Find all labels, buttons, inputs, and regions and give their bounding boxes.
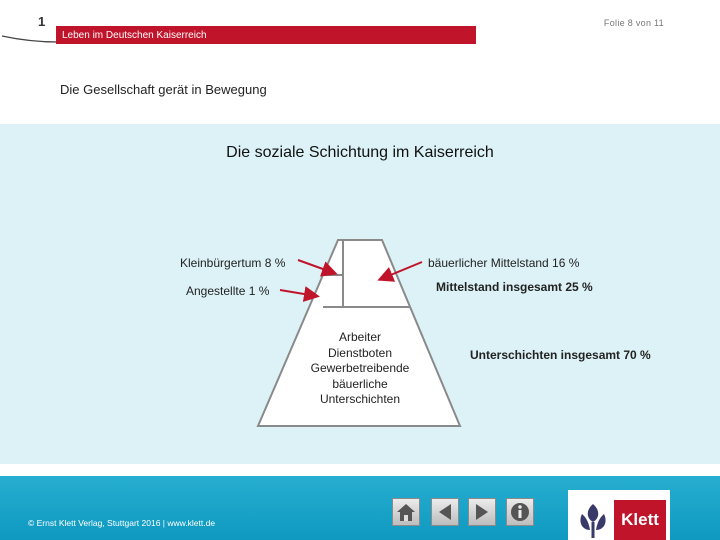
info-button[interactable] <box>506 498 534 526</box>
info-icon <box>507 499 533 525</box>
previous-icon <box>432 499 458 525</box>
label-angestellte: Angestellte 1 % <box>186 284 270 298</box>
klett-tree-icon <box>574 500 612 540</box>
slide-number: 1 <box>38 14 46 29</box>
lower-stratum: Gewerbetreibende <box>310 361 410 375</box>
previous-button[interactable] <box>431 498 459 526</box>
pyramid-diagram <box>0 124 720 464</box>
slide-counter: Folie 8 von 11 <box>603 18 664 28</box>
lower-stratum: Arbeiter <box>338 330 382 344</box>
section-title: Die Gesellschaft gerät in Bewegung <box>60 82 267 97</box>
top-accent-line <box>0 34 60 44</box>
diagram-area <box>0 124 720 464</box>
lower-stratum: Dienstboten <box>327 345 393 360</box>
label-mittelstand-gesamt: Mittelstand insgesamt 25 % <box>436 280 593 294</box>
label-kleinbuergertum: Kleinbürgertum 8 % <box>180 256 286 270</box>
footer-bar <box>0 476 720 540</box>
next-icon <box>469 499 495 525</box>
home-icon <box>393 499 419 525</box>
home-button[interactable] <box>392 498 420 526</box>
lower-strata-list <box>300 330 420 408</box>
label-unterschichten-gesamt: Unterschichten insgesamt 70 % <box>470 348 651 362</box>
lower-stratum: bäuerliche <box>332 376 388 391</box>
klett-logo <box>568 490 670 540</box>
copyright: © Ernst Klett Verlag, Stuttgart 2016 | www.klett.de <box>28 518 216 528</box>
lower-stratum: Unterschichten <box>319 392 401 406</box>
diagram-heading: Die soziale Schichtung im Kaiserreich <box>226 144 494 161</box>
chapter-bar: Leben im Deutschen Kaiserreich <box>56 26 476 44</box>
arrow-angestellte <box>280 290 316 296</box>
label-baeuerlicher-mittelstand: bäuerlicher Mittelstand 16 % <box>428 256 580 270</box>
klett-logo-text: Klett <box>614 500 666 540</box>
next-button[interactable] <box>468 498 496 526</box>
